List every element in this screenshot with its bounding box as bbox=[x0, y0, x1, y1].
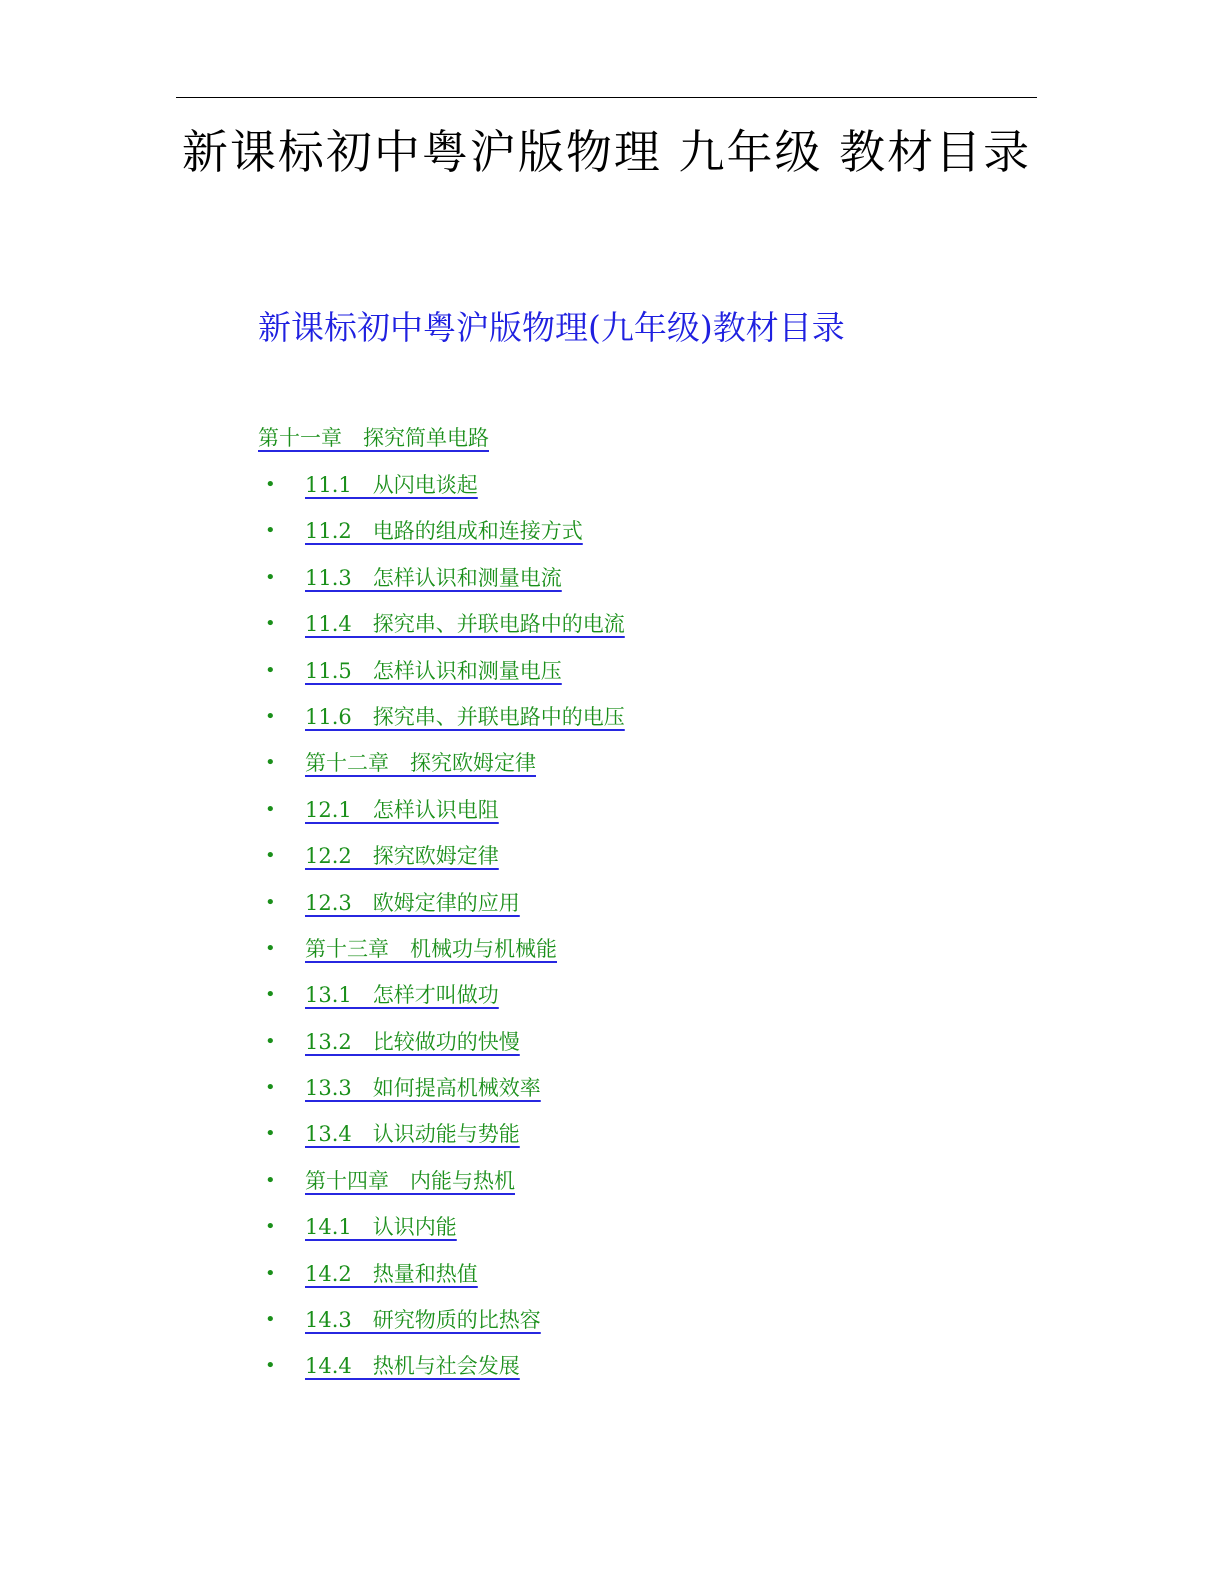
toc-item bbox=[258, 888, 625, 934]
bullet-icon: • bbox=[265, 1216, 276, 1238]
toc-link[interactable]: 13.4 认识动能与势能 bbox=[305, 1122, 520, 1147]
toc-link[interactable]: 第十三章 机械功与机械能 bbox=[305, 936, 557, 961]
toc-item bbox=[258, 934, 625, 980]
toc-item bbox=[258, 748, 625, 794]
toc-link[interactable]: 13.3 如何提高机械效率 bbox=[305, 1076, 541, 1101]
toc-item bbox=[258, 1166, 625, 1212]
bullet-icon: • bbox=[265, 1309, 276, 1331]
toc-item bbox=[258, 1073, 625, 1119]
bullet-icon: • bbox=[265, 566, 276, 588]
toc-link[interactable]: 11.5 怎样认识和测量电压 bbox=[305, 658, 562, 683]
toc-heading-link[interactable]: 第十一章 探究简单电路 bbox=[258, 426, 489, 450]
bullet-icon: • bbox=[265, 705, 276, 727]
toc-item bbox=[258, 1027, 625, 1073]
bullet-icon: • bbox=[265, 845, 276, 867]
toc-link[interactable]: 11.2 电路的组成和连接方式 bbox=[305, 519, 583, 544]
toc-item bbox=[258, 702, 625, 748]
toc-link[interactable]: 14.2 热量和热值 bbox=[305, 1261, 478, 1286]
toc-link[interactable]: 13.1 怎样才叫做功 bbox=[305, 983, 499, 1008]
toc-item bbox=[258, 1259, 625, 1305]
toc-link[interactable]: 11.3 怎样认识和测量电流 bbox=[305, 565, 562, 590]
toc-link[interactable]: 第十二章 探究欧姆定律 bbox=[305, 751, 536, 776]
toc-item bbox=[258, 1212, 625, 1258]
toc-item bbox=[258, 609, 625, 655]
bullet-icon: • bbox=[265, 798, 276, 820]
toc-item bbox=[258, 470, 625, 516]
bullet-icon: • bbox=[265, 984, 276, 1006]
bullet-icon: • bbox=[265, 752, 276, 774]
bullet-icon: • bbox=[265, 520, 276, 542]
bullet-icon: • bbox=[265, 1169, 276, 1191]
toc-item bbox=[258, 1305, 625, 1351]
toc-item bbox=[258, 1119, 625, 1165]
bullet-icon: • bbox=[265, 937, 276, 959]
toc-item bbox=[258, 516, 625, 562]
toc-link[interactable]: 14.3 研究物质的比热容 bbox=[305, 1308, 541, 1333]
bullet-icon: • bbox=[265, 613, 276, 635]
toc-list bbox=[258, 470, 625, 1398]
toc-link[interactable]: 12.1 怎样认识电阻 bbox=[305, 797, 499, 822]
toc-item bbox=[258, 841, 625, 887]
toc-link[interactable]: 11.1 从闪电谈起 bbox=[305, 473, 478, 497]
header-rule bbox=[176, 97, 1037, 98]
bullet-icon: • bbox=[265, 1030, 276, 1052]
bullet-icon: • bbox=[265, 1123, 276, 1145]
bullet-icon: • bbox=[265, 474, 276, 495]
toc-link[interactable]: 14.4 热机与社会发展 bbox=[305, 1354, 520, 1379]
toc-item bbox=[258, 563, 625, 609]
toc-link[interactable]: 12.3 欧姆定律的应用 bbox=[305, 890, 520, 915]
toc-link[interactable]: 11.6 探究串、并联电路中的电压 bbox=[305, 704, 625, 729]
toc-link[interactable]: 12.2 探究欧姆定律 bbox=[305, 844, 499, 869]
toc-item bbox=[258, 656, 625, 702]
bullet-icon: • bbox=[265, 1262, 276, 1284]
bullet-icon: • bbox=[265, 1077, 276, 1099]
toc-item bbox=[258, 795, 625, 841]
toc-item bbox=[258, 980, 625, 1026]
toc-item bbox=[258, 1351, 625, 1397]
document-subtitle: 新课标初中粤沪版物理(九年级)教材目录 bbox=[258, 308, 845, 347]
toc-link[interactable]: 第十四章 内能与热机 bbox=[305, 1168, 515, 1193]
toc-link[interactable]: 14.1 认识内能 bbox=[305, 1215, 457, 1240]
bullet-icon: • bbox=[265, 659, 276, 681]
document-title: 新课标初中粤沪版物理 九年级 教材目录 bbox=[181, 125, 1032, 179]
toc-link[interactable]: 13.2 比较做功的快慢 bbox=[305, 1029, 520, 1054]
bullet-icon: • bbox=[265, 1355, 276, 1377]
bullet-icon: • bbox=[265, 891, 276, 913]
toc-link[interactable]: 11.4 探究串、并联电路中的电流 bbox=[305, 612, 625, 637]
